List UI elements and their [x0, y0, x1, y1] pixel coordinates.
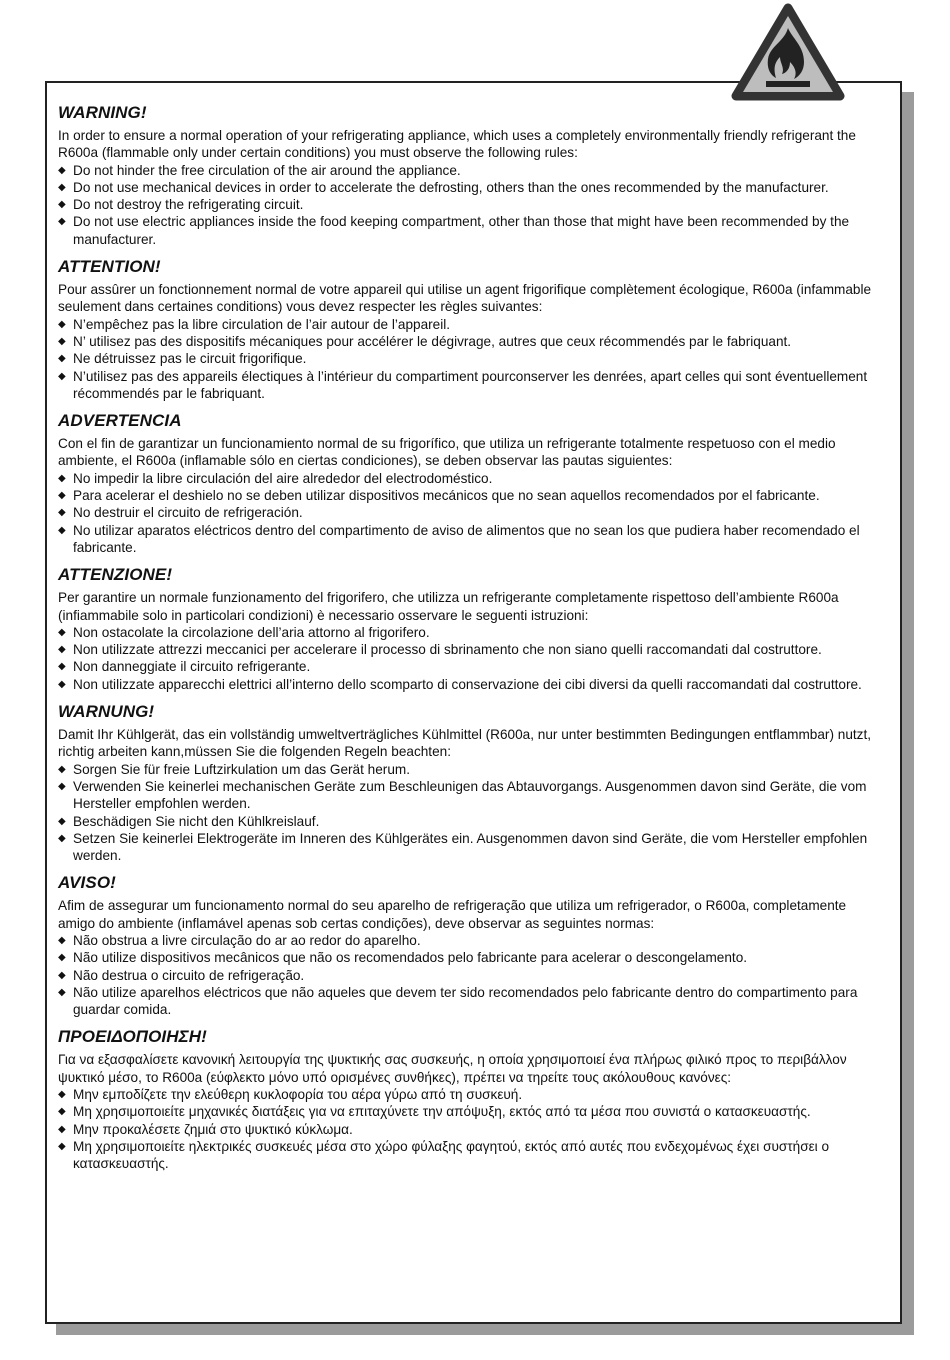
rule-text: Não obstrua a livre circulação do ar ao redor do aparelho. — [73, 932, 421, 948]
rule-item — [58, 1138, 886, 1173]
rule-text: Verwenden Sie keinerlei mechanischen Geräte zum Beschleunigen das Abtauvorgangs. Ausgenommen davon sind Geräte, die vom Hersteller empfohlen werden. — [73, 778, 867, 812]
section-6 — [58, 871, 886, 1018]
diamond-bullet-icon: ◆ — [58, 780, 66, 792]
rule-item — [58, 350, 886, 367]
rule-item — [58, 676, 886, 693]
section-heading: WARNING! — [58, 103, 147, 122]
rule-text: Não destrua o circuito de refrigeração. — [73, 967, 305, 983]
section-intro: Pour assûrer un fonctionnement normal de votre appareil qui utilise un agent frigorifique complètement écologique, R600a (infammable seulement dans certaines conditions) vous devez respecter les règles suivantes: — [58, 282, 872, 315]
rules-list — [58, 761, 886, 865]
rules-list — [58, 316, 886, 402]
rule-text: Μην προκαλέσετε ζημιά στο ψυκτικό κύκλωμα. — [73, 1121, 353, 1137]
rule-item — [58, 196, 886, 213]
diamond-bullet-icon: ◆ — [58, 164, 66, 176]
diamond-bullet-icon: ◆ — [58, 644, 66, 656]
rule-item — [58, 1086, 886, 1103]
rule-item — [58, 213, 886, 248]
rule-text: Para acelerar el deshielo no se deben utilizar dispositivos mecánicos que no sean aquellos recomendados por el fabricante. — [73, 488, 820, 504]
section-intro: Για να εξασφαλίσετε κανονική λειτουργία της ψυκτικής σας συσκευής, η οποία χρησιμοποιεί ένα πλήρως φιλικό προς το περιβάλλον ψυκτικό μέσο, το R600a (εύφλεκτο μόνο υπό ορισμένες συνθήκες), πρέπει να τηρείτε τους ακόλουθους κανόνες: — [58, 1052, 847, 1085]
section-intro: Afim de assegurar um funcionamento normal do seu aparelho de refrigeração que utiliza um refrigerador, o R600a, completamente amigo do ambiente (inflamável apenas sob certas condições), deve observar as seguintes normas: — [58, 898, 847, 931]
rule-text: Do not hinder the free circulation of the air around the appliance. — [73, 162, 461, 178]
section-intro: Damit Ihr Kühlgerät, das ein vollständig umweltverträgliches Kühlmittel (R600a, nur unter bestimmten Bedingungen entflammbar) nutzt, richtig arbeiten kann,müssen Sie die folgenden Regeln beachten: — [58, 727, 872, 760]
flammable-warning-icon — [730, 2, 846, 102]
rule-text: Non utilizzate attrezzi meccanici per accelerare il processo di sbrinamento che non siano quelli raccomandati dal costruttore. — [73, 642, 822, 658]
rule-item — [58, 504, 886, 521]
rules-list — [58, 1086, 886, 1172]
rule-item — [58, 949, 886, 966]
rule-text: Do not use mechanical devices in order to accelerate the defrosting, others than the ones recommended by the manufacturer. — [73, 179, 829, 195]
diamond-bullet-icon: ◆ — [58, 952, 66, 964]
rules-list — [58, 932, 886, 1018]
rule-item — [58, 368, 886, 403]
rule-text: Não utilize aparelhos eléctricos que não aqueles que devem ter sido recomendados pelo fabricante dentro do compartimento para guardar comida. — [73, 984, 858, 1018]
diamond-bullet-icon: ◆ — [58, 524, 66, 536]
diamond-bullet-icon: ◆ — [58, 1140, 66, 1152]
diamond-bullet-icon: ◆ — [58, 199, 66, 211]
rule-text: Do not use electric appliances inside the food keeping compartment, other than those that might have been recommended by the manufacturer. — [73, 214, 850, 247]
section-heading: ΠΡΟΕΙΔΟΠΟΙΗΣΗ! — [58, 1027, 207, 1047]
rule-text: Beschädigen Sie nicht den Kühlkreislauf. — [73, 813, 320, 829]
rule-text: Não utilize dispositivos mecânicos que não os recomendados pelo fabricante para acelerar o descongelamento. — [73, 950, 748, 966]
diamond-bullet-icon: ◆ — [58, 763, 66, 775]
section-3 — [58, 409, 886, 556]
rule-item — [58, 162, 886, 179]
section-intro: Per garantire un normale funzionamento del frigorifero, che utilizza un refrigerante completamente rispettoso dell’ambiente R600a (infiammabile solo in particolari condizioni) è necessario osservare le seguenti istruzioni: — [58, 590, 839, 623]
section-heading: ADVERTENCIA — [58, 411, 182, 431]
diamond-bullet-icon: ◆ — [58, 353, 66, 365]
diamond-bullet-icon: ◆ — [58, 934, 66, 946]
warning-content — [58, 101, 886, 1173]
rule-text: Μην εμποδίζετε την ελεύθερη κυκλοφορία του αέρα γύρω από τη συσκευή. — [73, 1087, 523, 1103]
diamond-bullet-icon: ◆ — [58, 1123, 66, 1135]
rule-item — [58, 761, 886, 778]
rule-text: Ne détruissez pas le circuit frigorifique. — [73, 351, 307, 367]
diamond-bullet-icon: ◆ — [58, 815, 66, 827]
diamond-bullet-icon: ◆ — [58, 678, 66, 690]
rule-item — [58, 522, 886, 557]
section-heading: WARNUNG! — [58, 702, 155, 722]
rule-text: No impedir la libre circulación del aire alrededor del electrodoméstico. — [73, 470, 493, 486]
rule-text: No utilizar aparatos eléctricos dentro del compartimento de aviso de alimentos que no sean los que pudiera haber recomendado el fabricante. — [73, 522, 860, 555]
rule-text: Non danneggiate il circuito refrigerante. — [73, 659, 311, 675]
rule-item — [58, 316, 886, 333]
section-intro: In order to ensure a normal operation of your refrigerating appliance, which uses a completely environmentally friendly refrigerant the R600a (flammable only under certain conditions) you must observe the following rules: — [58, 128, 856, 161]
diamond-bullet-icon: ◆ — [58, 216, 66, 228]
rule-text: Do not destroy the refrigerating circuit. — [73, 197, 304, 213]
rule-item — [58, 470, 886, 487]
rule-item — [58, 778, 886, 813]
rule-item — [58, 624, 886, 641]
rule-text: Non ostacolate la circolazione dell’aria attorno al frigorifero. — [73, 624, 430, 640]
rule-item — [58, 932, 886, 949]
section-heading: AVISO! — [58, 873, 116, 893]
diamond-bullet-icon: ◆ — [58, 626, 66, 638]
section-1 — [58, 101, 886, 248]
rule-item — [58, 333, 886, 350]
section-intro: Con el fin de garantizar un funcionamiento normal de su frigorífico, que utiliza un refrigerante totalmente respetuoso con el medio ambiente, el R600a (inflamable sólo en ciertas condiciones), se deben observar las pautas siguientes: — [58, 436, 836, 469]
section-2 — [58, 255, 886, 402]
rule-text: Μη χρησιμοποιείτε μηχανικές διατάξεις για να επιταχύνετε την απόψυξη, εκτός από τα μέσα που συνιστά ο κατασκευαστής. — [73, 1104, 811, 1120]
rule-item — [58, 1103, 886, 1120]
rule-text: No destruir el circuito de refrigeración. — [73, 505, 303, 521]
section-4 — [58, 563, 886, 693]
diamond-bullet-icon: ◆ — [58, 1089, 66, 1101]
rule-text: Non utilizzate apparecchi elettrici all’interno dello scomparto di conservazione dei cibi diversi da quelli raccomandati dal costruttore. — [73, 676, 862, 692]
diamond-bullet-icon: ◆ — [58, 181, 66, 193]
rule-text: N’ utilisez pas des dispositifs mécaniques pour accélérer le dégivrage, autres que ceux récommendés par le fabriquant. — [73, 333, 792, 349]
section-heading: ATTENZIONE! — [58, 565, 173, 585]
diamond-bullet-icon: ◆ — [58, 986, 66, 998]
rule-item — [58, 1121, 886, 1138]
diamond-bullet-icon: ◆ — [58, 507, 66, 519]
rules-list — [58, 470, 886, 556]
diamond-bullet-icon: ◆ — [58, 335, 66, 347]
rule-item — [58, 830, 886, 865]
rule-text: N’utilisez pas des appareils électiques à l’intérieur du compartiment pourconserver les denrées, apart celles qui sont éventuellement récommendés par le fabriquant. — [73, 368, 868, 401]
rule-item — [58, 967, 886, 984]
diamond-bullet-icon: ◆ — [58, 969, 66, 981]
rule-text: Sorgen Sie für freie Luftzirkulation um das Gerät herum. — [73, 761, 410, 777]
rule-item — [58, 487, 886, 504]
rule-text: Setzen Sie keinerlei Elektrogeräte im Inneren des Kühlgerätes ein. Ausgenommen davon sind Geräte, die vom Hersteller empfohlen werden. — [73, 830, 868, 864]
rule-item — [58, 658, 886, 675]
rule-item — [58, 984, 886, 1019]
rule-item — [58, 813, 886, 830]
diamond-bullet-icon: ◆ — [58, 318, 66, 330]
diamond-bullet-icon: ◆ — [58, 472, 66, 484]
section-heading: ATTENTION! — [58, 257, 161, 277]
diamond-bullet-icon: ◆ — [58, 1106, 66, 1118]
section-7 — [58, 1025, 886, 1172]
rule-text: Μη χρησιμοποιείτε ηλεκτρικές συσκευές μέσα στο χώρο φύλαξης φαγητού, εκτός από αυτές που ενδεχομένως έχει συστήσει ο κατασκευαστής. — [73, 1138, 830, 1172]
diamond-bullet-icon: ◆ — [58, 490, 66, 502]
diamond-bullet-icon: ◆ — [58, 370, 66, 382]
diamond-bullet-icon: ◆ — [58, 832, 66, 844]
rules-list — [58, 162, 886, 248]
rule-text: N’empêchez pas la libre circulation de l’air autour de l’appareil. — [73, 316, 451, 332]
rules-list — [58, 624, 886, 693]
rule-item — [58, 641, 886, 658]
section-5 — [58, 700, 886, 864]
diamond-bullet-icon: ◆ — [58, 661, 66, 673]
rule-item — [58, 179, 886, 196]
